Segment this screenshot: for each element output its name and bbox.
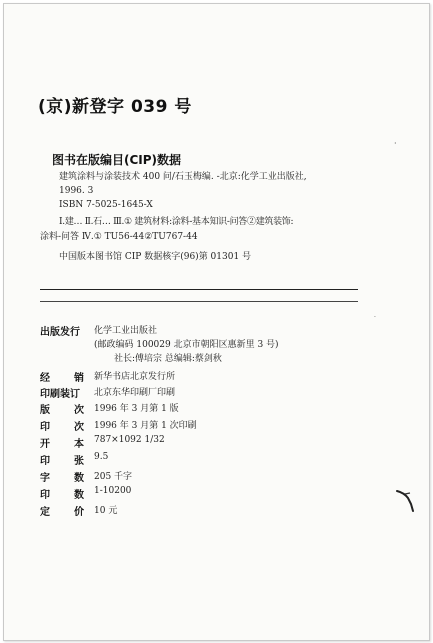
colophon-label: 经 销 [40, 373, 84, 384]
cip-data-number-line: 中国版本图书馆 CIP 数据核字(96)第 01301 号 [59, 252, 252, 262]
colophon-value: 787×1092 1/32 [94, 435, 165, 445]
colophon-label: 字 数 [40, 473, 84, 484]
colophon-label: 开 本 [40, 439, 84, 450]
colophon-value: 新华书店北京发行所 [94, 372, 176, 382]
colophon-label: 印 张 [40, 456, 84, 467]
colophon-label: 出版发行 [40, 327, 80, 338]
cip-classification-line: 涂料-问答 Ⅳ.① TU56-44②TU767-44 [40, 232, 198, 242]
colophon-value: 10 元 [94, 506, 118, 516]
rule-top [40, 289, 358, 290]
cip-subject-line: Ⅰ.建… Ⅱ.石… Ⅲ.① 建筑材料:涂料-基本知识-问答②建筑装饰: [59, 217, 294, 227]
cip-title-line: 建筑涂料与涂装技术 400 问/石玉梅编. -北京:化学工业出版社, [59, 172, 307, 182]
scan-speck-mark: · [394, 139, 397, 148]
colophon-value: 化学工业出版社 [94, 326, 158, 336]
rule-bottom [40, 301, 358, 302]
book-page [3, 3, 430, 641]
colophon-label: 版 次 [40, 405, 84, 416]
colophon-value: 1996 年 3 月第 1 次印刷 [94, 421, 197, 431]
colophon-value: 1-10200 [94, 486, 132, 496]
cip-heading: 图书在版编目(CIP)数据 [52, 153, 182, 167]
cip-date-line: 1996. 3 [59, 186, 94, 196]
colophon-value: 9.5 [94, 452, 109, 462]
colophon-label: 定 价 [40, 507, 84, 518]
colophon-label: 印刷装订 [40, 389, 80, 400]
publisher-registration: (京)新登字 039 号 [38, 97, 192, 117]
scan-speck-mark: · [374, 314, 376, 321]
scan-pen-mark [395, 488, 417, 514]
publisher-staff: 社长:傅培宗 总编辑:蔡剑秋 [114, 354, 222, 364]
colophon-value: 205 千字 [94, 472, 133, 482]
colophon-label: 印 数 [40, 490, 84, 501]
colophon-label: 印 次 [40, 422, 84, 433]
cip-isbn-line: ISBN 7-5025-1645-X [59, 200, 153, 210]
colophon-value: 北京东华印刷厂印刷 [94, 388, 176, 398]
publisher-address: (邮政编码 100029 北京市朝阳区惠新里 3 号) [94, 340, 279, 350]
colophon-value: 1996 年 3 月第 1 版 [94, 404, 179, 414]
